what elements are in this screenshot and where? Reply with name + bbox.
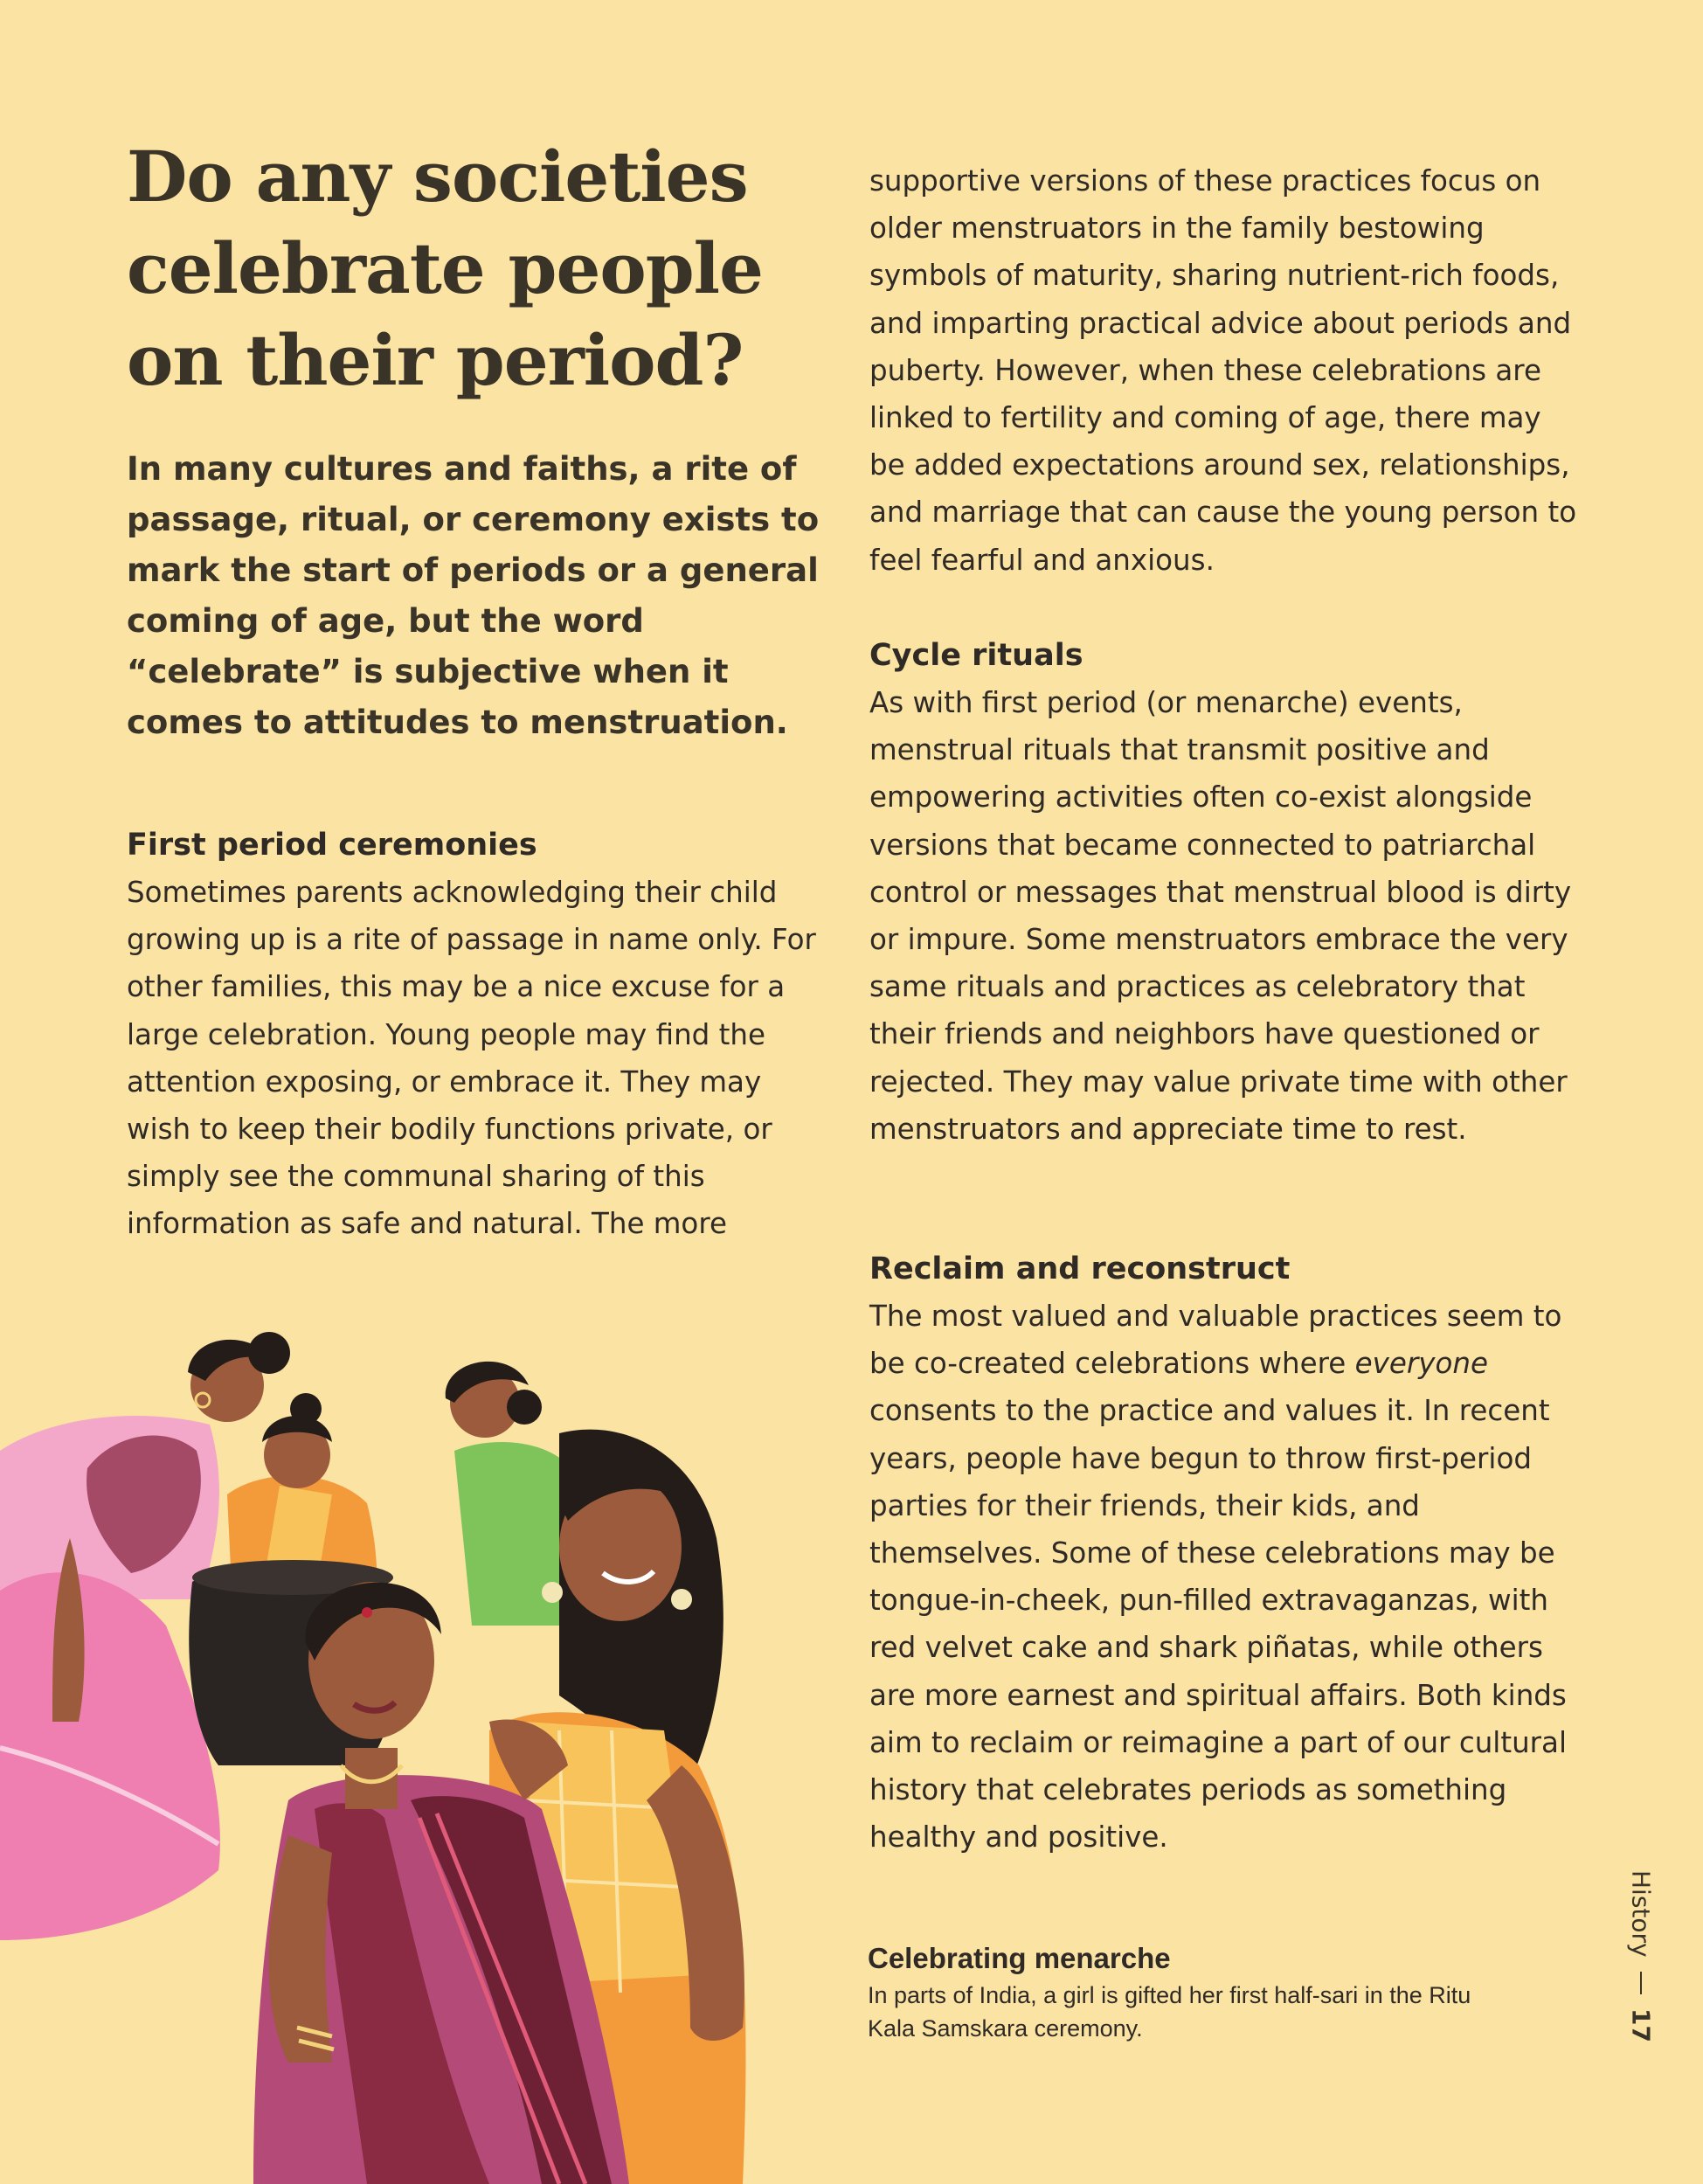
section-heading-reclaim: Reclaim and reconstruct <box>869 1251 1291 1286</box>
section-name: History <box>1626 1870 1656 1958</box>
illustration-caption <box>868 1938 1497 2045</box>
section-body-first-period: Sometimes parents acknowledging their child growing up is a rite of passage in name only. For other families, this may be a nice excuse for a large celebration. Young people may find the attention exposing, or embrace it. They may wish to keep their bodily functions private, or simply see the communal sharing of this information as safe and natural. The more <box>127 876 816 1241</box>
reclaim-text-emphasis: everyone <box>1354 1347 1488 1381</box>
section-first-period <box>127 822 826 1248</box>
page-number: 17 <box>1626 2007 1656 2042</box>
section-reclaim <box>869 1245 1577 1861</box>
reclaim-text-before: The most valued and valuable practices seem to be co-created celebrations where <box>869 1300 1562 1381</box>
section-body-reclaim <box>869 1293 1577 1861</box>
page-title: Do any societies celebrate people on their period? <box>127 135 763 401</box>
section-body-cycle-rituals: As with first period (or menarche) events, menstrual rituals that transmit positive and empowering activities often co-exist alongside versions that became connected to patriarchal control or messages that menstrual blood is dirty or impure. Some menstruators embrace the very same rituals and practices as celebratory that their friends and neighbors have questioned or rejected. They may value private time with other menstruators and appreciate time to rest. <box>869 686 1572 1146</box>
section-heading-cycle-rituals: Cycle rituals <box>869 638 1083 673</box>
continuation-paragraph: supportive versions of these practices focus on older menstruators in the family bestowing symbols of maturity, sharing nutrient-rich foods, and imparting practical advice about periods and puberty. However, when these celebrations are linked to fertility and coming of age, there may be added expectations around sex, relationships, and marriage that can cause the young person to feel fearful and anxious. <box>869 164 1577 577</box>
section-cycle-rituals <box>869 632 1577 1153</box>
intro-paragraph: In many cultures and faiths, a rite of passage, ritual, or ceremony exists to mark the start of periods or a general coming of age, but the word “celebrate” is subjective when it comes to attitudes to menstruation. <box>127 450 820 741</box>
page-footer-label <box>1623 1870 1658 2045</box>
footer-divider <box>1640 1972 1642 1994</box>
continuation-column <box>869 157 1577 584</box>
caption-title: Celebrating menarche <box>868 1942 1171 1974</box>
caption-text: In parts of India, a girl is gifted her first half-sari in the Ritu Kala Samskara ceremony. <box>868 1982 1471 2042</box>
celebration-illustration <box>0 1311 839 2184</box>
section-heading-first-period: First period ceremonies <box>127 828 537 863</box>
reclaim-text-after: consents to the practice and values it. In recent years, people have begun to throw first-period parties for their friends, their kids, and themselves. Some of these celebrations may be tongue-in-cheek, pun-filled extravaganzas, with red velvet cake and shark piñatas, while others are more earnest and spiritual affairs. Both kinds aim to reclaim or reimagine a part of our cultural history that celebrates periods as something healthy and positive. <box>869 1394 1567 1855</box>
